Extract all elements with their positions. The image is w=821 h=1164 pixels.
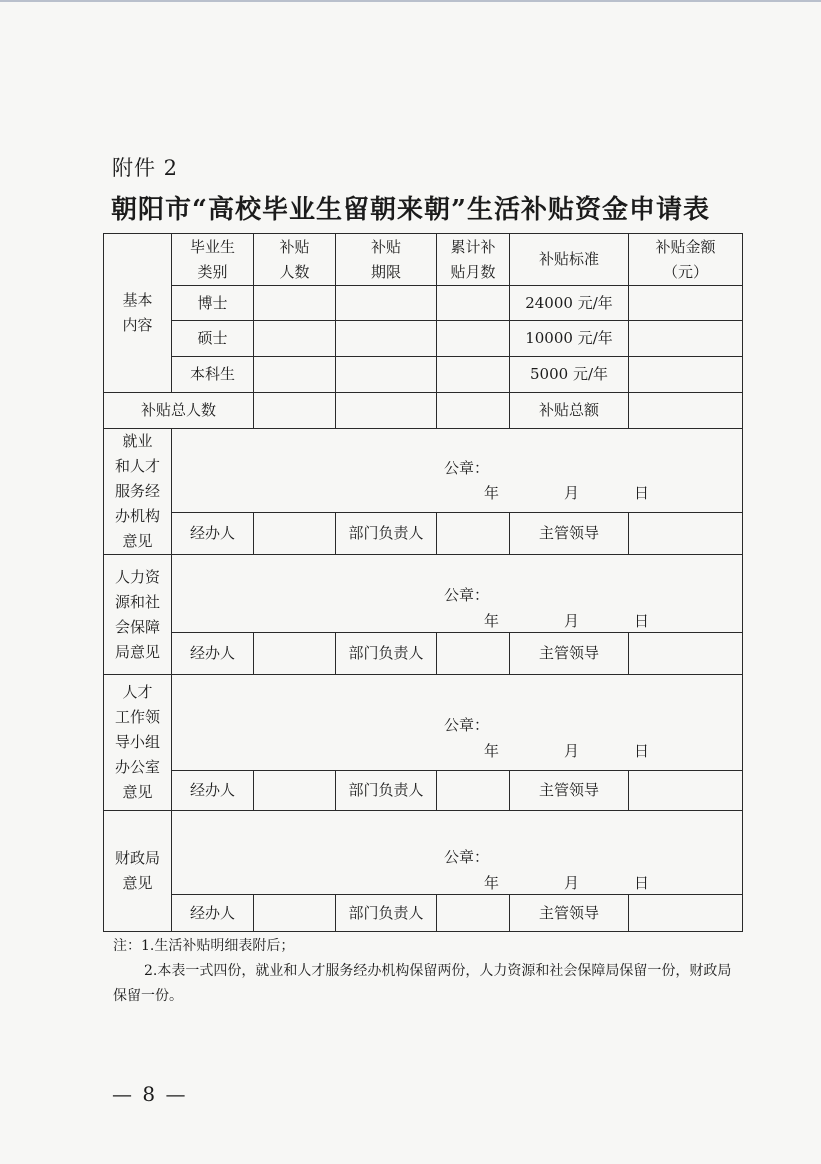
top-border-line <box>0 0 821 2</box>
dept-head-signature-field[interactable] <box>437 895 510 932</box>
header-category: 毕业生 类别 <box>172 234 254 286</box>
handler-label: 经办人 <box>172 633 254 675</box>
attachment-label: 附件 2 <box>112 156 179 180</box>
input-months-master[interactable] <box>437 321 510 357</box>
row-standard: 10000 元/年 <box>510 321 629 357</box>
row-category: 本科生 <box>172 357 254 393</box>
input-count-doctor[interactable] <box>254 286 336 321</box>
date-month: 月 <box>564 484 580 502</box>
note-line-1: 注：1.生活补贴明细表附后； <box>113 938 295 954</box>
opinion-area-talent-office[interactable] <box>172 675 743 771</box>
date-month: 月 <box>564 742 580 760</box>
date-day: 日 <box>634 612 650 630</box>
header-standard: 补贴标准 <box>510 234 629 286</box>
input-months-bachelor[interactable] <box>437 357 510 393</box>
input-count-master[interactable] <box>254 321 336 357</box>
input-count-bachelor[interactable] <box>254 357 336 393</box>
input-total-people[interactable] <box>254 393 336 429</box>
input-amount-bachelor[interactable] <box>629 357 743 393</box>
leader-signature-field[interactable] <box>629 633 743 675</box>
table-row <box>104 357 743 393</box>
seal-label: 公章： <box>444 716 490 734</box>
leader-label: 主管领导 <box>510 771 629 811</box>
dept-head-label: 部门负责人 <box>336 771 437 811</box>
form-title: 朝阳市“高校毕业生留朝来朝”生活补贴资金申请表 <box>111 195 710 225</box>
handler-signature-field[interactable] <box>254 513 336 555</box>
leader-signature-field[interactable] <box>629 513 743 555</box>
row-standard: 24000 元/年 <box>510 286 629 321</box>
date-year: 年 <box>484 874 500 892</box>
leader-label: 主管领导 <box>510 633 629 675</box>
input-total-blank-1[interactable] <box>336 393 437 429</box>
totals-row <box>104 393 743 429</box>
date-month: 月 <box>564 612 580 630</box>
input-period-master[interactable] <box>336 321 437 357</box>
opinion-area-hr[interactable] <box>172 555 743 633</box>
input-total-blank-2[interactable] <box>437 393 510 429</box>
handler-label: 经办人 <box>172 513 254 555</box>
header-months: 累计补 贴月数 <box>437 234 510 286</box>
handler-signature-field[interactable] <box>254 895 336 932</box>
input-total-amount[interactable] <box>629 393 743 429</box>
section-talent-office-label: 人才 工作领 导小组 办公室 意见 <box>104 675 172 811</box>
input-months-doctor[interactable] <box>437 286 510 321</box>
leader-signature-field[interactable] <box>629 895 743 932</box>
table-row <box>104 321 743 357</box>
input-amount-doctor[interactable] <box>629 286 743 321</box>
total-people-label: 补贴总人数 <box>104 393 254 429</box>
leader-signature-field[interactable] <box>629 771 743 811</box>
handler-signature-field[interactable] <box>254 633 336 675</box>
dept-head-label: 部门负责人 <box>336 895 437 932</box>
header-count: 补贴 人数 <box>254 234 336 286</box>
header-period: 补贴 期限 <box>336 234 437 286</box>
input-period-doctor[interactable] <box>336 286 437 321</box>
date-day: 日 <box>634 874 650 892</box>
handler-signature-field[interactable] <box>254 771 336 811</box>
date-day: 日 <box>634 484 650 502</box>
input-amount-master[interactable] <box>629 321 743 357</box>
dept-head-signature-field[interactable] <box>437 633 510 675</box>
row-standard: 5000 元/年 <box>510 357 629 393</box>
row-category: 硕士 <box>172 321 254 357</box>
application-form-table <box>103 233 743 932</box>
handler-label: 经办人 <box>172 895 254 932</box>
seal-label: 公章： <box>444 848 490 866</box>
note-line-2: 2.本表一式四份，就业和人才服务经办机构保留两份，人力资源和社会保障局保留一份，财政局保留一份。 <box>113 963 732 1004</box>
basic-content-label: 基本 内容 <box>104 234 172 393</box>
date-year: 年 <box>484 612 500 630</box>
total-amount-label: 补贴总额 <box>510 393 629 429</box>
dept-head-label: 部门负责人 <box>336 513 437 555</box>
page-number: — 8 — <box>112 1082 188 1106</box>
table-row <box>104 286 743 321</box>
date-year: 年 <box>484 484 500 502</box>
date-day: 日 <box>634 742 650 760</box>
header-amount: 补贴金额 （元） <box>629 234 743 286</box>
opinion-area-employment[interactable] <box>172 429 743 513</box>
dept-head-signature-field[interactable] <box>437 771 510 811</box>
leader-label: 主管领导 <box>510 895 629 932</box>
handler-label: 经办人 <box>172 771 254 811</box>
date-month: 月 <box>564 874 580 892</box>
seal-label: 公章： <box>444 586 490 604</box>
input-period-bachelor[interactable] <box>336 357 437 393</box>
dept-head-label: 部门负责人 <box>336 633 437 675</box>
leader-label: 主管领导 <box>510 513 629 555</box>
opinion-area-finance[interactable] <box>172 811 743 895</box>
notes <box>113 934 743 1009</box>
row-category: 博士 <box>172 286 254 321</box>
seal-label: 公章： <box>444 459 490 477</box>
section-hr-label: 人力资 源和社 会保障 局意见 <box>104 555 172 675</box>
section-finance-label: 财政局 意见 <box>104 811 172 932</box>
date-year: 年 <box>484 742 500 760</box>
section-employment-label: 就业 和人才 服务经 办机构 意见 <box>104 429 172 555</box>
dept-head-signature-field[interactable] <box>437 513 510 555</box>
